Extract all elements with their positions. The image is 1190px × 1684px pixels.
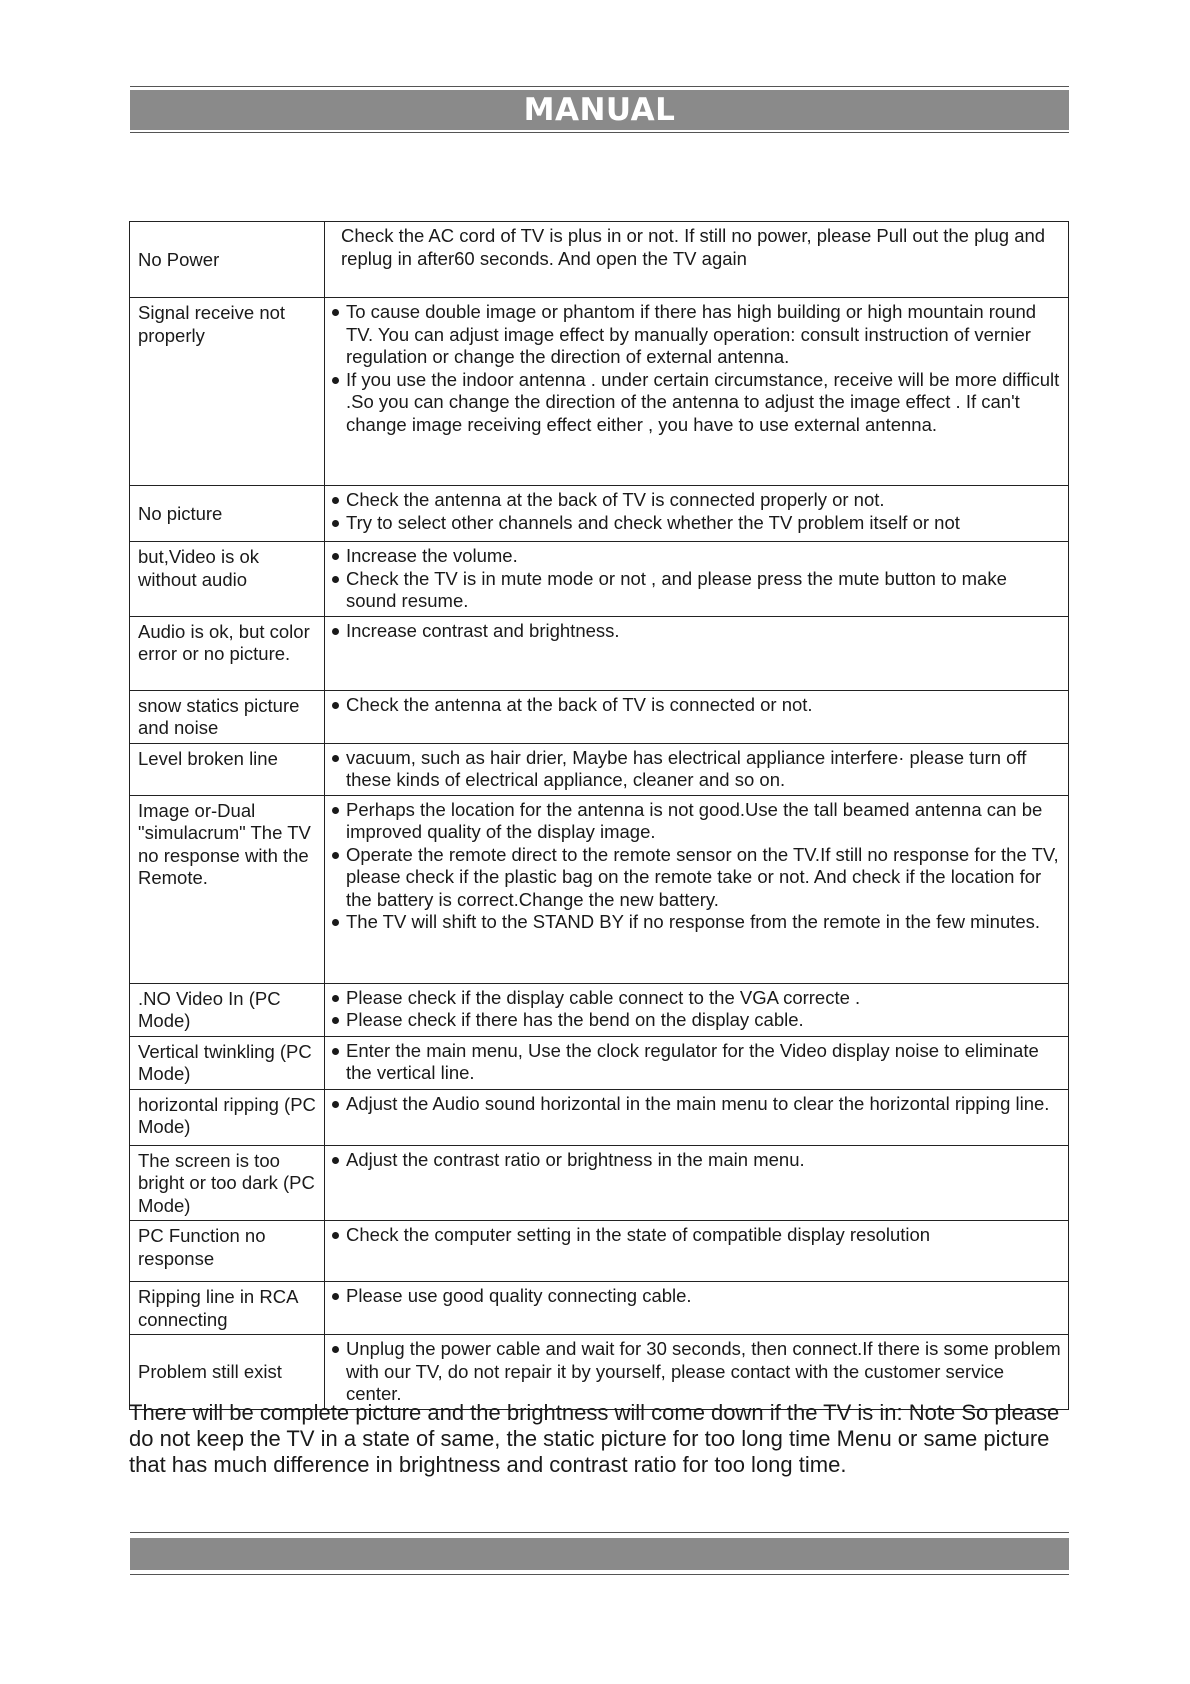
footer-rule-bottom: [130, 1574, 1069, 1575]
table-row: [130, 1036, 1069, 1089]
solution-cell: [325, 1089, 1069, 1145]
problem-cell: .NO Video In (PC Mode): [130, 983, 325, 1036]
table-row: [130, 743, 1069, 795]
problem-cell: Problem still exist: [130, 1335, 325, 1410]
table-row: [130, 486, 1069, 542]
problem-cell: Level broken line: [130, 743, 325, 795]
solution-list: [331, 987, 1062, 1032]
solution-list: [331, 1224, 1062, 1247]
solution-item: Check the antenna at the back of TV is connected or not.: [331, 694, 1062, 717]
solution-item: Adjust the Audio sound horizontal in the main menu to clear the horizontal ripping line.: [331, 1093, 1062, 1116]
footer-banner: [130, 1538, 1069, 1570]
problem-cell: Image or-Dual "simulacrum" The TV no response with the Remote.: [130, 795, 325, 983]
solution-cell: [325, 690, 1069, 743]
solution-item: To cause double image or phantom if there has high building or high mountain round TV. You can adjust image effect by manually operation: consult instruction of vernier regulation or change the direction of external antenna.: [331, 301, 1062, 369]
problem-cell: No Power: [130, 222, 325, 298]
solution-item: vacuum, such as hair drier, Maybe has electrical appliance interfere· please turn off these kinds of electrical appliance, cleaner and so on.: [331, 747, 1062, 792]
header-rule-bottom: [130, 132, 1069, 133]
problem-cell: horizontal ripping (PC Mode): [130, 1089, 325, 1145]
table-row: [130, 1221, 1069, 1282]
solution-cell: [325, 1282, 1069, 1335]
troubleshooting-table-body: [130, 222, 1069, 1410]
solution-text: Check the AC cord of TV is plus in or not. If still no power, please Pull out the plug and replug in after60 seconds. And open the TV again: [341, 225, 1046, 269]
table-row: [130, 795, 1069, 983]
problem-cell: No picture: [130, 486, 325, 542]
solution-list: [331, 545, 1062, 613]
solution-list: [331, 1149, 1062, 1172]
problem-cell: Signal receive not properly: [130, 298, 325, 486]
solution-cell: [325, 743, 1069, 795]
table-row: [130, 222, 1069, 298]
problem-cell: PC Function no response: [130, 1221, 325, 1282]
solution-cell: [325, 542, 1069, 617]
problem-cell: but,Video is ok without audio: [130, 542, 325, 617]
solution-item: Check the antenna at the back of TV is connected properly or not.: [331, 489, 1062, 512]
solution-item: Try to select other channels and check whether the TV problem itself or not: [331, 512, 1062, 535]
table-row: [130, 1282, 1069, 1335]
table-row: [130, 542, 1069, 617]
table-row: [130, 1335, 1069, 1410]
solution-list: [331, 747, 1062, 792]
solution-cell: [325, 486, 1069, 542]
solution-item: Unplug the power cable and wait for 30 seconds, then connect.If there is some problem with our TV, do not repair it by yourself, please contact with the customer service center.: [331, 1338, 1062, 1406]
solution-item: If you use the indoor antenna . under certain circumstance, receive will be more difficult .So you can change the direction of the antenna to adjust the image effect . If can't change image receiving effect either , you have to use external antenna.: [331, 369, 1062, 437]
solution-item: Check the TV is in mute mode or not , and please press the mute button to make sound resume.: [331, 568, 1062, 613]
solution-cell: [325, 1145, 1069, 1221]
problem-cell: snow statics picture and noise: [130, 690, 325, 743]
solution-list: [331, 1338, 1062, 1406]
solution-cell: [325, 222, 1069, 298]
solution-item: Please check if the display cable connect to the VGA correcte .: [331, 987, 1062, 1010]
solution-cell: [325, 298, 1069, 486]
header-banner: [130, 90, 1069, 130]
solution-item: Operate the remote direct to the remote sensor on the TV.If still no response for the TV, please check if the plastic bag on the remote take or not. And check if the location for the battery is correct.Change the new battery.: [331, 844, 1062, 912]
solution-item: Please check if there has the bend on the display cable.: [331, 1009, 1062, 1032]
table-row: [130, 690, 1069, 743]
solution-item: Increase the volume.: [331, 545, 1062, 568]
table-row: [130, 1089, 1069, 1145]
header-rule-top: [130, 86, 1069, 87]
table-row: [130, 616, 1069, 690]
solution-list: [331, 799, 1062, 934]
solution-list: [331, 1093, 1062, 1116]
solution-item: Perhaps the location for the antenna is not good.Use the tall beamed antenna can be improved quality of the display image.: [331, 799, 1062, 844]
problem-cell: The screen is too bright or too dark (PC Mode): [130, 1145, 325, 1221]
solution-item: Enter the main menu, Use the clock regulator for the Video display noise to eliminate the vertical line.: [331, 1040, 1062, 1085]
solution-cell: [325, 795, 1069, 983]
solution-list: [331, 1040, 1062, 1085]
solution-item: Please use good quality connecting cable.: [331, 1285, 1062, 1308]
solution-cell: [325, 983, 1069, 1036]
solution-list: [331, 620, 1062, 643]
problem-cell: Ripping line in RCA connecting: [130, 1282, 325, 1335]
solution-cell: [325, 1221, 1069, 1282]
solution-item: The TV will shift to the STAND BY if no response from the remote in the few minutes.: [331, 911, 1062, 934]
page-title: MANUAL: [523, 92, 676, 128]
solution-list: [331, 694, 1062, 717]
solution-item: Check the computer setting in the state of compatible display resolution: [331, 1224, 1062, 1247]
solution-cell: [325, 1335, 1069, 1410]
problem-cell: Vertical twinkling (PC Mode): [130, 1036, 325, 1089]
solution-item: Increase contrast and brightness.: [331, 620, 1062, 643]
table-row: [130, 983, 1069, 1036]
problem-cell: Audio is ok, but color error or no picture.: [130, 616, 325, 690]
solution-list: [331, 489, 1062, 534]
table-row: [130, 298, 1069, 486]
footer-rule-top: [130, 1532, 1069, 1533]
solution-cell: [325, 616, 1069, 690]
table-row: [130, 1145, 1069, 1221]
note-paragraph: There will be complete picture and the brightness will come down if the TV is in: Note So please do not keep the TV in a state of same, the static picture for too long time Menu or same picture that has much difference in brightness and contrast ratio for too long time.: [129, 1400, 1060, 1477]
solution-list: [331, 301, 1062, 436]
solution-cell: [325, 1036, 1069, 1089]
solution-list: [331, 1285, 1062, 1308]
solution-item: Adjust the contrast ratio or brightness in the main menu.: [331, 1149, 1062, 1172]
troubleshooting-table: [129, 221, 1069, 1410]
